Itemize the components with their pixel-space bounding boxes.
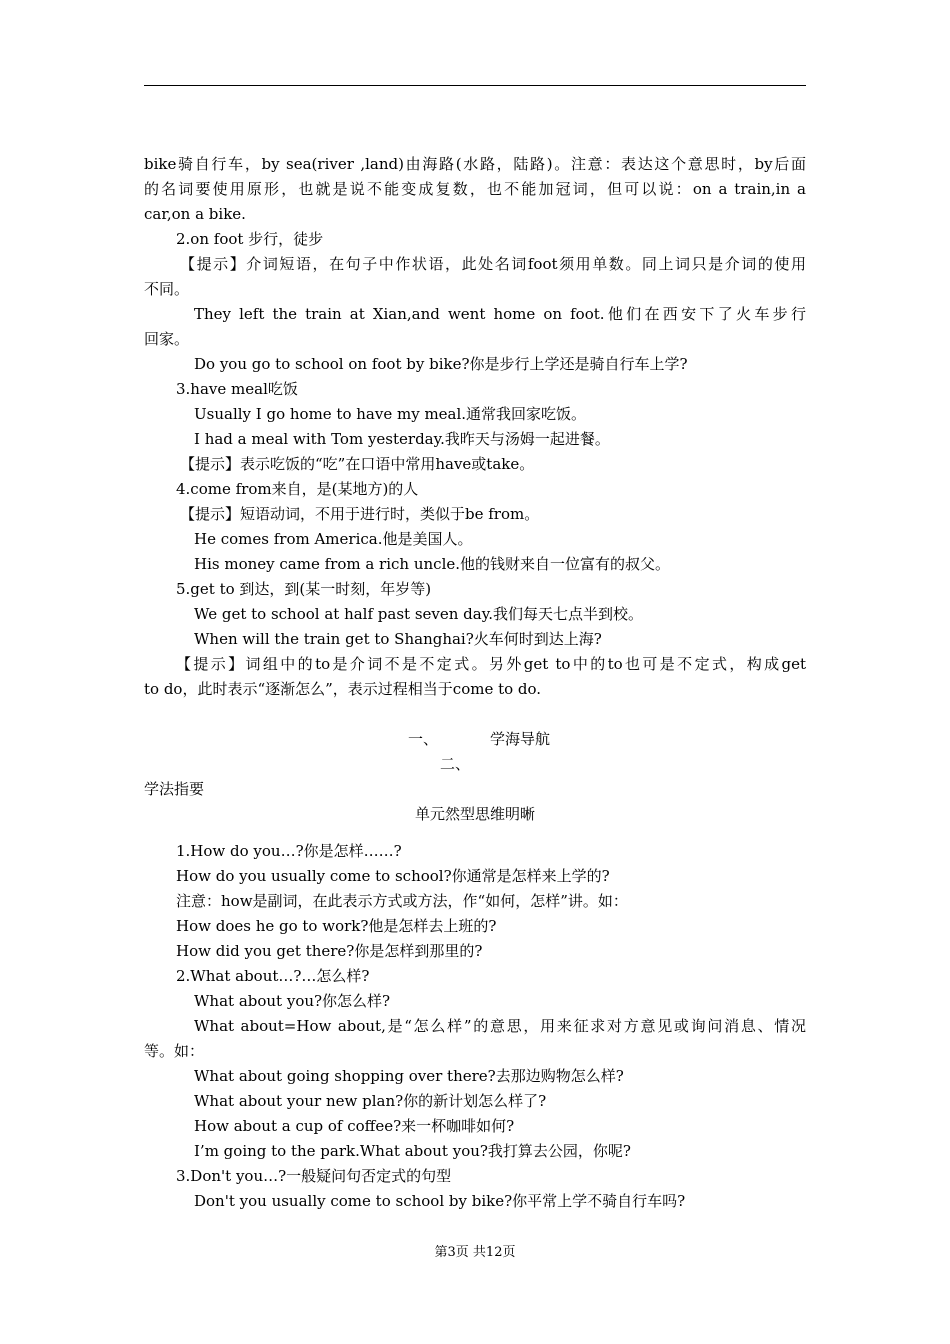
example-line: What about you?你怎么样? [194,992,391,1010]
section-label: 学法指要 [144,780,205,798]
example-line: How about a cup of coffee?来一杯咖啡如何? [194,1117,515,1135]
example-line: How did you get there?你是怎样到那里的? [176,942,483,960]
example-line: Usually I go home to have my meal.通常我回家吃饭。 [194,405,587,423]
example-line: We get to school at half past seven day.我们每天七点半到校。 [194,605,643,623]
section-number-1: 一、 [408,730,439,748]
item-heading-on-foot: 2.on foot 步行，徒步 [176,230,324,248]
spacer [144,702,806,727]
item-heading-how-do-you: 1.How do you…?你是怎样……? [176,842,402,860]
note-line: What about=How about,是“怎么样”的意思，用来征求对方意见或询问消息、情况 [194,1017,806,1035]
item-heading-what-about: 2.What about…?…怎么样? [176,967,370,985]
paragraph-line: bike骑自行车，by sea(river ,land)由海路(水路，陆路)。注意：表达这个意思时，by后面 [144,155,806,173]
paragraph-line: car,on a bike. [144,205,246,223]
example-line: When will the train get to Shanghai?火车何时到达上海? [194,630,602,648]
document-body [144,152,806,1214]
item-heading-dont-you: 3.Don't you…?一般疑问句否定式的句型 [176,1167,452,1185]
paragraph-line: 等。如： [144,1042,205,1060]
section-heading-1 [144,727,806,752]
section-title-1: 学海导航 [490,730,551,748]
example-line: Do you go to school on foot by bike?你是步行上学还是骑自行车上学? [194,355,688,373]
section-number-2: 二、 [440,755,471,773]
example-line: How do you usually come to school?你通常是怎样来上学的? [176,867,610,885]
note-line: 注意：how是副词，在此表示方式或方法，作“如何，怎样”讲。如： [176,892,628,910]
example-line: I had a meal with Tom yesterday.我昨天与汤姆一起进餐。 [194,430,610,448]
spacer [144,827,806,839]
paragraph-line: 回家。 [144,330,190,348]
item-heading-come-from: 4.come from来自，是(某地方)的人 [176,480,419,498]
page-footer: 第3页 共12页 [434,1245,516,1260]
example-line: I’m going to the park.What about you?我打算去公园，你呢? [194,1142,631,1160]
example-line: He comes from America.他是美国人。 [194,530,473,548]
example-line: His money came from a rich uncle.他的钱财来自一位富有的叔父。 [194,555,671,573]
paragraph-line: 的名词要使用原形，也就是说不能变成复数，也不能加冠词，但可以说：on a train,in a [144,180,806,198]
tip-line: 【提示】词组中的to是介词不是不定式。另外get to中的to也可是不定式，构成get [176,655,806,673]
paragraph-line: 不同。 [144,280,190,298]
tip-line: 【提示】介词短语，在句子中作状语，此处名词foot须用单数。同上词只是介词的使用 [180,255,806,273]
example-line: What about your new plan?你的新计划怎么样了? [194,1092,547,1110]
tip-line: 【提示】短语动词，不用于进行时，类似于be from。 [180,505,540,523]
example-line: How does he go to work?他是怎样去上班的? [176,917,497,935]
header-rule [144,85,806,86]
section-title-2: 单元然型思维明晰 [414,805,535,823]
example-line: They left the train at Xian,and went home on foot.他们在西安下了火车步行 [194,305,806,323]
example-line: What about going shopping over there?去那边购物怎么样? [194,1067,624,1085]
item-heading-get-to: 5.get to 到达，到(某一时刻，年岁等) [176,580,432,598]
example-line: Don't you usually come to school by bike?你平常上学不骑自行车吗? [194,1192,686,1210]
tip-line: 【提示】表示吃饭的“吃”在口语中常用have或take。 [180,455,535,473]
paragraph-line: to do，此时表示“逐渐怎么”，表示过程相当于come to do. [144,680,542,698]
item-heading-have-meal: 3.have meal吃饭 [176,380,298,398]
